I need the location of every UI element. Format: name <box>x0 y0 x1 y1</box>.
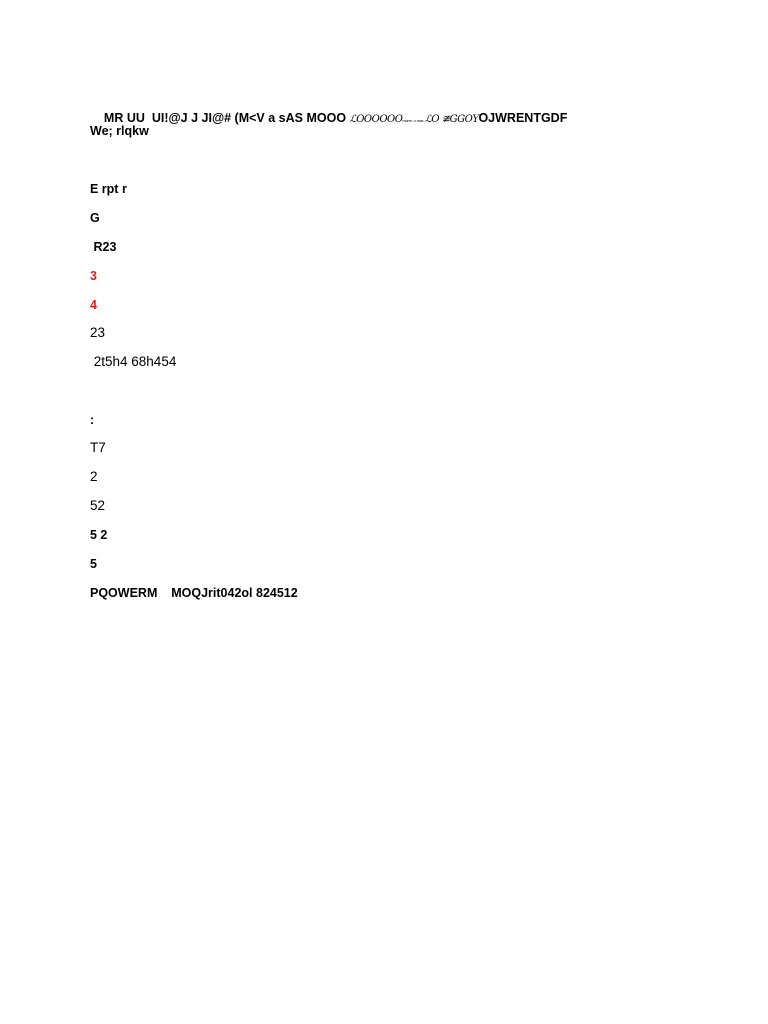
text-line-2: We; rlqkw <box>90 124 149 138</box>
text-line-3: E rpt r <box>90 182 127 196</box>
text-line-4: G <box>90 211 100 225</box>
text-line-11: T7 <box>90 440 106 455</box>
text-line-15: 5 <box>90 557 97 571</box>
text-line-10: : <box>90 413 95 427</box>
header-text-e: OJWRENTGDF <box>478 111 568 125</box>
text-line-9: 2t5h4 68h454 <box>90 354 177 369</box>
header-script-d: ℒO ≇GGOY <box>424 114 479 125</box>
header-line <box>90 94 567 145</box>
text-line-8: 23 <box>90 325 106 340</box>
text-line-12: 2 <box>90 469 98 484</box>
text-line-16: PQOWERM MOQJrit042ol 824512 <box>90 586 298 600</box>
text-line-7-red: 4 <box>90 298 97 312</box>
header-script-b: ℒOOOOOO <box>349 114 403 125</box>
text-line-5: R23 <box>90 240 117 254</box>
text-line-14: 5 2 <box>90 528 108 542</box>
header-script-c: ₘₐᵣₘ ₒ ₘₐₓ <box>402 117 425 124</box>
text-line-13: 52 <box>90 498 106 513</box>
text-line-6-red: 3 <box>90 269 97 283</box>
header-text-a: MR UU UI!@J J JI@# (M<V a sAS MOOO <box>103 111 350 125</box>
